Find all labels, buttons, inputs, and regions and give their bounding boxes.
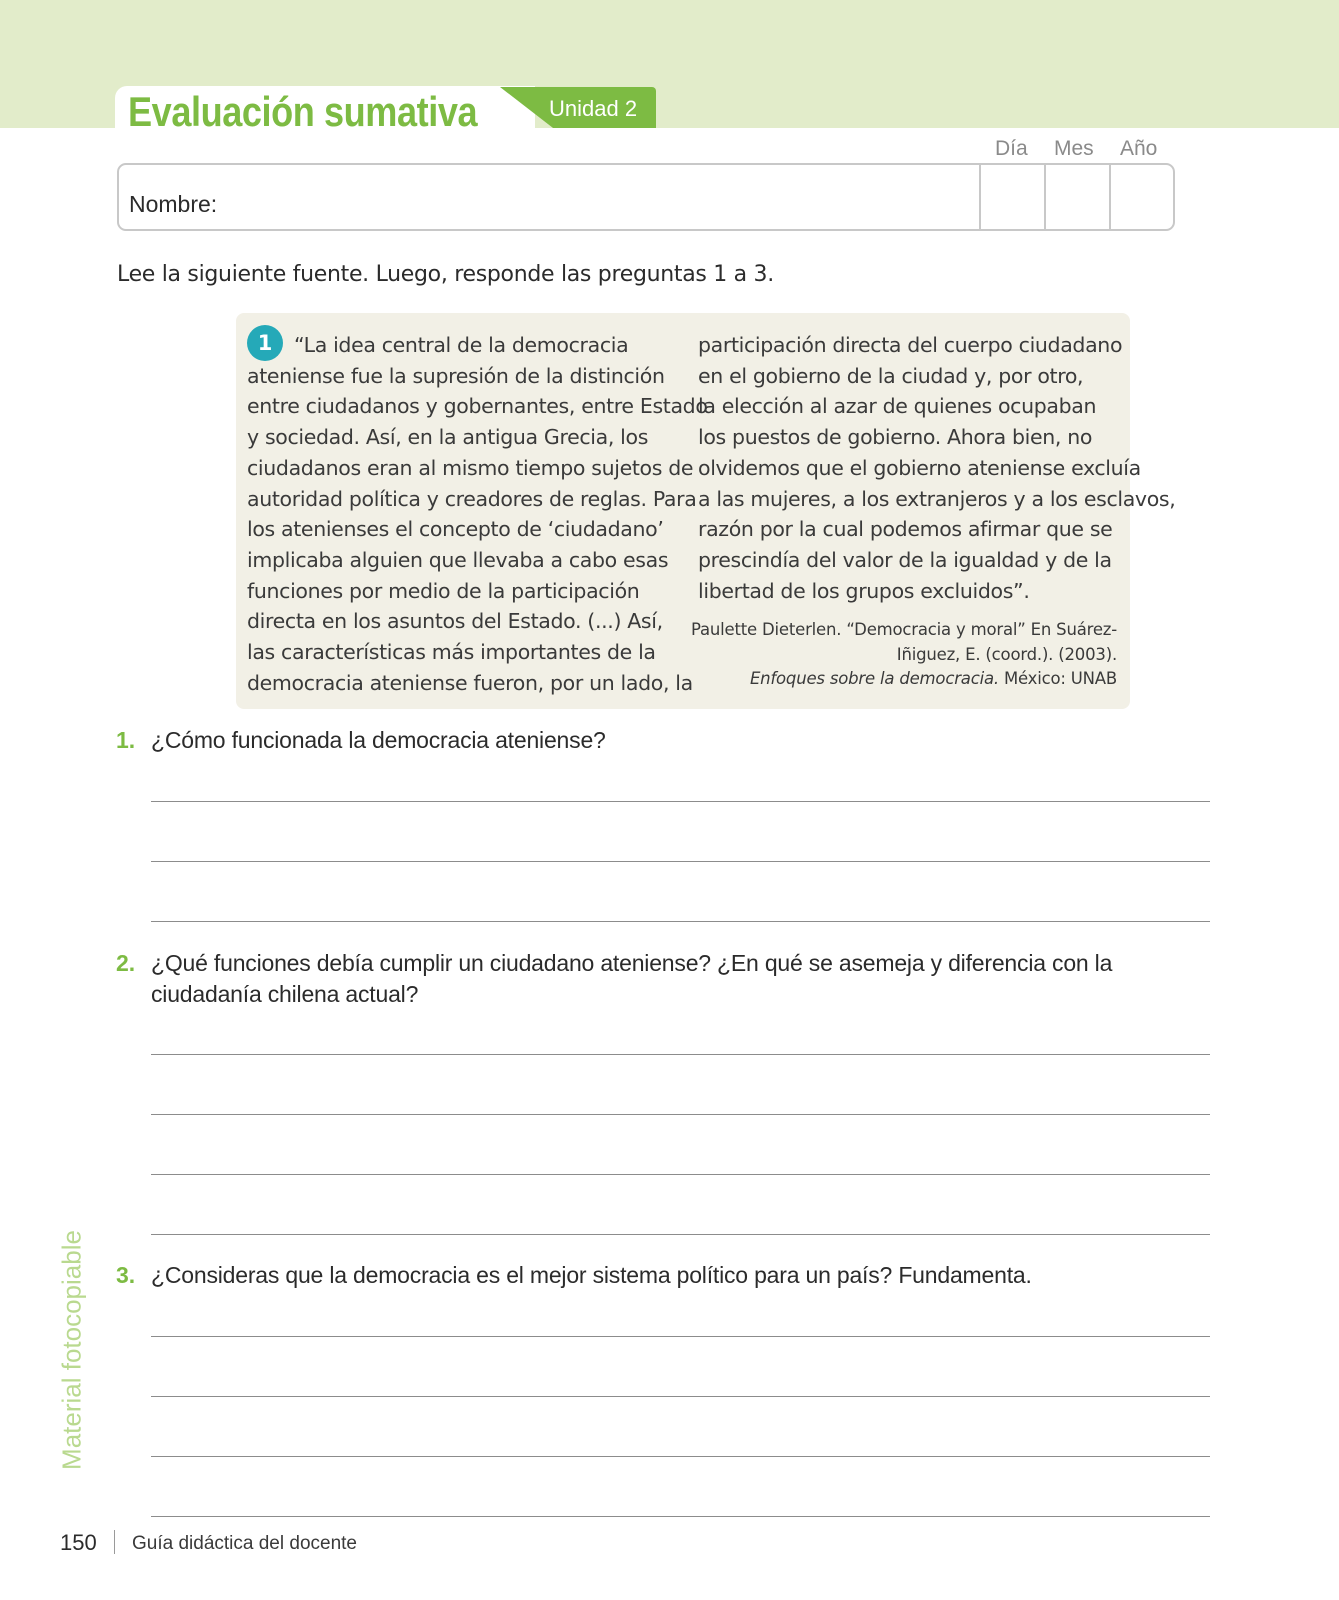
source-text-line: participación directa del cuerpo ciudadano — [698, 333, 1123, 357]
citation-line-2: Iñiguez, E. (coord.). (2003). — [896, 645, 1117, 664]
side-label: Material fotocopiable — [56, 1230, 87, 1470]
answer-line[interactable] — [151, 1516, 1210, 1517]
source-text-line: y sociedad. Así, en la antigua Grecia, los — [247, 425, 649, 450]
answer-line[interactable] — [151, 1336, 1210, 1337]
name-label: Nombre: — [129, 191, 218, 217]
source-text-line: funciones por medio de la participación — [247, 578, 640, 603]
source-text-line: entre ciudadanos y gobernantes, entre Estado — [247, 394, 708, 419]
answer-line[interactable] — [151, 921, 1210, 922]
question-2-text-line-2: ciudadanía chilena actual? — [151, 981, 419, 1007]
source-text-line: a las mujeres, a los extranjeros y a los esclavos, — [698, 486, 1176, 511]
source-text-line: la elección al azar de quienes ocupaban — [698, 394, 1097, 419]
answer-line[interactable] — [151, 1114, 1210, 1115]
month-label: Mes — [1054, 137, 1094, 160]
question-2-number: 2. — [116, 950, 136, 976]
question-1-text: ¿Cómo funcionada la democracia ateniense? — [151, 727, 606, 753]
source-text-line: directa en los asuntos del Estado. (...) Así, — [247, 609, 663, 634]
source-text-line: prescindía del valor de la igualdad y de la — [698, 547, 1112, 572]
answer-line[interactable] — [151, 1456, 1210, 1457]
source-text-line: autoridad política y creadores de reglas. Para — [247, 486, 697, 511]
source-text-line: olvidemos que el gobierno ateniense excluía — [698, 455, 1141, 480]
source-text-line: libertad de los grupos excluidos”. — [698, 578, 1030, 603]
citation-publisher: México: UNAB — [998, 669, 1117, 688]
source-text-line: democracia ateniense fueron, por un lado, la — [247, 670, 693, 695]
question-1-number: 1. — [116, 727, 136, 753]
day-label: Día — [995, 137, 1028, 160]
citation-book-title: Enfoques sobre la democracia. — [749, 669, 999, 688]
question-2-text-line-1: ¿Qué funciones debía cumplir un ciudadano ateniense? ¿En qué se asemeja y diferencia con la — [151, 950, 1113, 976]
source-text-line: las características más importantes de la — [247, 640, 656, 664]
year-field-divider — [1109, 165, 1111, 231]
answer-line[interactable] — [151, 861, 1210, 862]
footer-text: Guía didáctica del docente — [132, 1533, 357, 1554]
answer-line[interactable] — [151, 801, 1210, 802]
answer-line[interactable] — [151, 1174, 1210, 1175]
question-3-text: ¿Consideras que la democracia es el mejor sistema político para un país? Fundamenta. — [151, 1262, 1032, 1288]
citation-line-1: Paulette Dieterlen. “Democracia y moral” En Suárez- — [690, 620, 1117, 639]
footer-divider — [114, 1530, 115, 1554]
source-text-line: “La idea central de la democracia — [294, 333, 629, 357]
source-number-badge: 1 — [247, 325, 283, 361]
source-text-line: los puestos de gobierno. Ahora bien, no — [698, 425, 1093, 450]
source-text-line: ateniense fue la supresión de la distinción — [247, 363, 665, 388]
answer-line[interactable] — [151, 1396, 1210, 1397]
year-label: Año — [1120, 137, 1158, 160]
month-field-divider — [1044, 165, 1046, 231]
source-text-line: implicaba alguien que llevaba a cabo esas — [247, 547, 669, 572]
page-number: 150 — [60, 1530, 97, 1555]
source-text-line: razón por la cual podemos afirmar que se — [698, 517, 1113, 542]
answer-line[interactable] — [151, 1234, 1210, 1235]
source-text-line: en el gobierno de la ciudad y, por otro, — [698, 363, 1084, 388]
answer-line[interactable] — [151, 1054, 1210, 1055]
day-field-divider — [979, 165, 981, 231]
question-3-number: 3. — [116, 1262, 136, 1288]
source-text-line: los atenienses el concepto de ‘ciudadano’ — [247, 517, 664, 542]
name-field-box — [117, 163, 1175, 231]
unit-badge-label: Unidad 2 — [549, 96, 638, 121]
page-title: Evaluación sumativa — [128, 88, 478, 135]
instruction-text: Lee la siguiente fuente. Luego, responde las preguntas 1 a 3. — [117, 262, 774, 287]
source-text-line: ciudadanos eran al mismo tiempo sujetos de — [247, 455, 694, 480]
citation-line-3 — [750, 669, 1117, 688]
